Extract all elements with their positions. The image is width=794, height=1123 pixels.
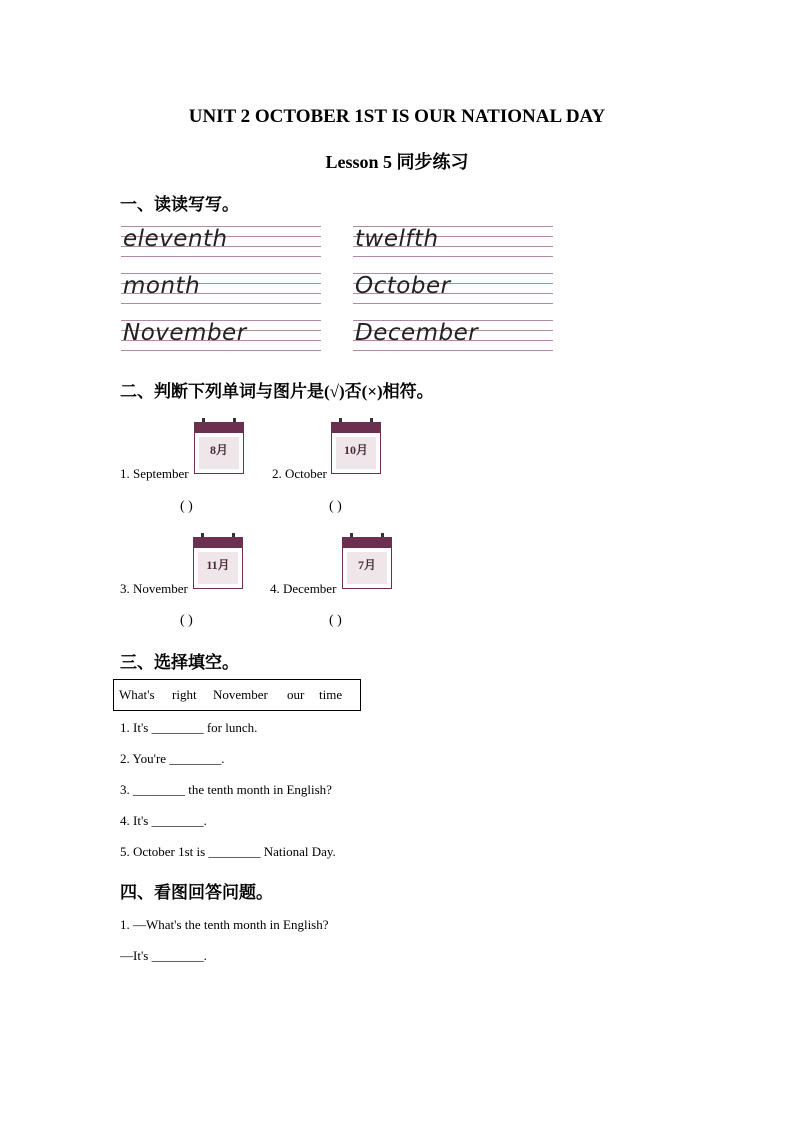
fill-question-1: 1. It's ________ for lunch.	[120, 720, 258, 735]
handwriting-word: December	[355, 320, 479, 346]
word-option: our	[287, 687, 305, 702]
word-bank-box	[113, 679, 361, 711]
calendar-icon	[193, 533, 243, 589]
fill-question-5: 5. October 1st is ________ National Day.	[120, 844, 336, 859]
calendar-month: 7月	[357, 558, 376, 572]
section-4-heading: 四、看图回答问题。	[120, 883, 273, 902]
item-4-label: 4. December	[270, 581, 337, 596]
handwriting-line-october	[353, 273, 553, 309]
word-option: right	[172, 687, 197, 702]
handwriting-word: twelfth	[355, 226, 439, 252]
answer-paren[interactable]: ( )	[180, 613, 193, 628]
item-2-label: 2. October	[272, 466, 327, 481]
section-1-heading: 一、读读写写。	[120, 195, 239, 214]
handwriting-line-december	[353, 320, 553, 356]
section-3-heading: 三、选择填空。	[120, 653, 239, 672]
fill-question-3: 3. ________ the tenth month in English?	[120, 782, 332, 797]
picture-question-1: 1. —What's the tenth month in English?	[120, 917, 329, 932]
word-option: November	[213, 687, 268, 702]
answer-paren[interactable]: ( )	[329, 499, 342, 514]
handwriting-line-november	[121, 320, 321, 356]
handwriting-line-twelfth	[353, 226, 553, 262]
page-title: UNIT 2 OCTOBER 1ST IS OUR NATIONAL DAY	[188, 106, 606, 127]
answer-paren[interactable]: ( )	[180, 499, 193, 514]
item-1-label: 1. September	[120, 466, 189, 481]
fill-question-4: 4. It's ________.	[120, 813, 207, 828]
picture-answer-1: —It's ________.	[120, 948, 207, 963]
answer-paren[interactable]: ( )	[329, 613, 342, 628]
calendar-icon	[194, 418, 244, 474]
item-3-label: 3. November	[120, 581, 188, 596]
calendar-month: 8月	[209, 443, 228, 457]
handwriting-word: November	[123, 320, 247, 346]
handwriting-word: October	[355, 273, 451, 299]
handwriting-line-eleventh	[121, 226, 321, 262]
calendar-month: 11月	[206, 558, 230, 572]
handwriting-word: eleventh	[123, 226, 228, 252]
handwriting-line-month	[121, 273, 321, 309]
word-option: What's	[119, 687, 155, 702]
lesson-subtitle: Lesson 5 同步练习	[325, 152, 469, 172]
section-2-heading: 二、判断下列单词与图片是(√)否(×)相符。	[120, 382, 434, 401]
word-option: time	[319, 687, 343, 702]
handwriting-word: month	[123, 273, 201, 299]
calendar-month: 10月	[343, 443, 368, 457]
calendar-icon	[342, 533, 392, 589]
calendar-icon	[331, 418, 381, 474]
fill-question-2: 2. You're ________.	[120, 751, 225, 766]
